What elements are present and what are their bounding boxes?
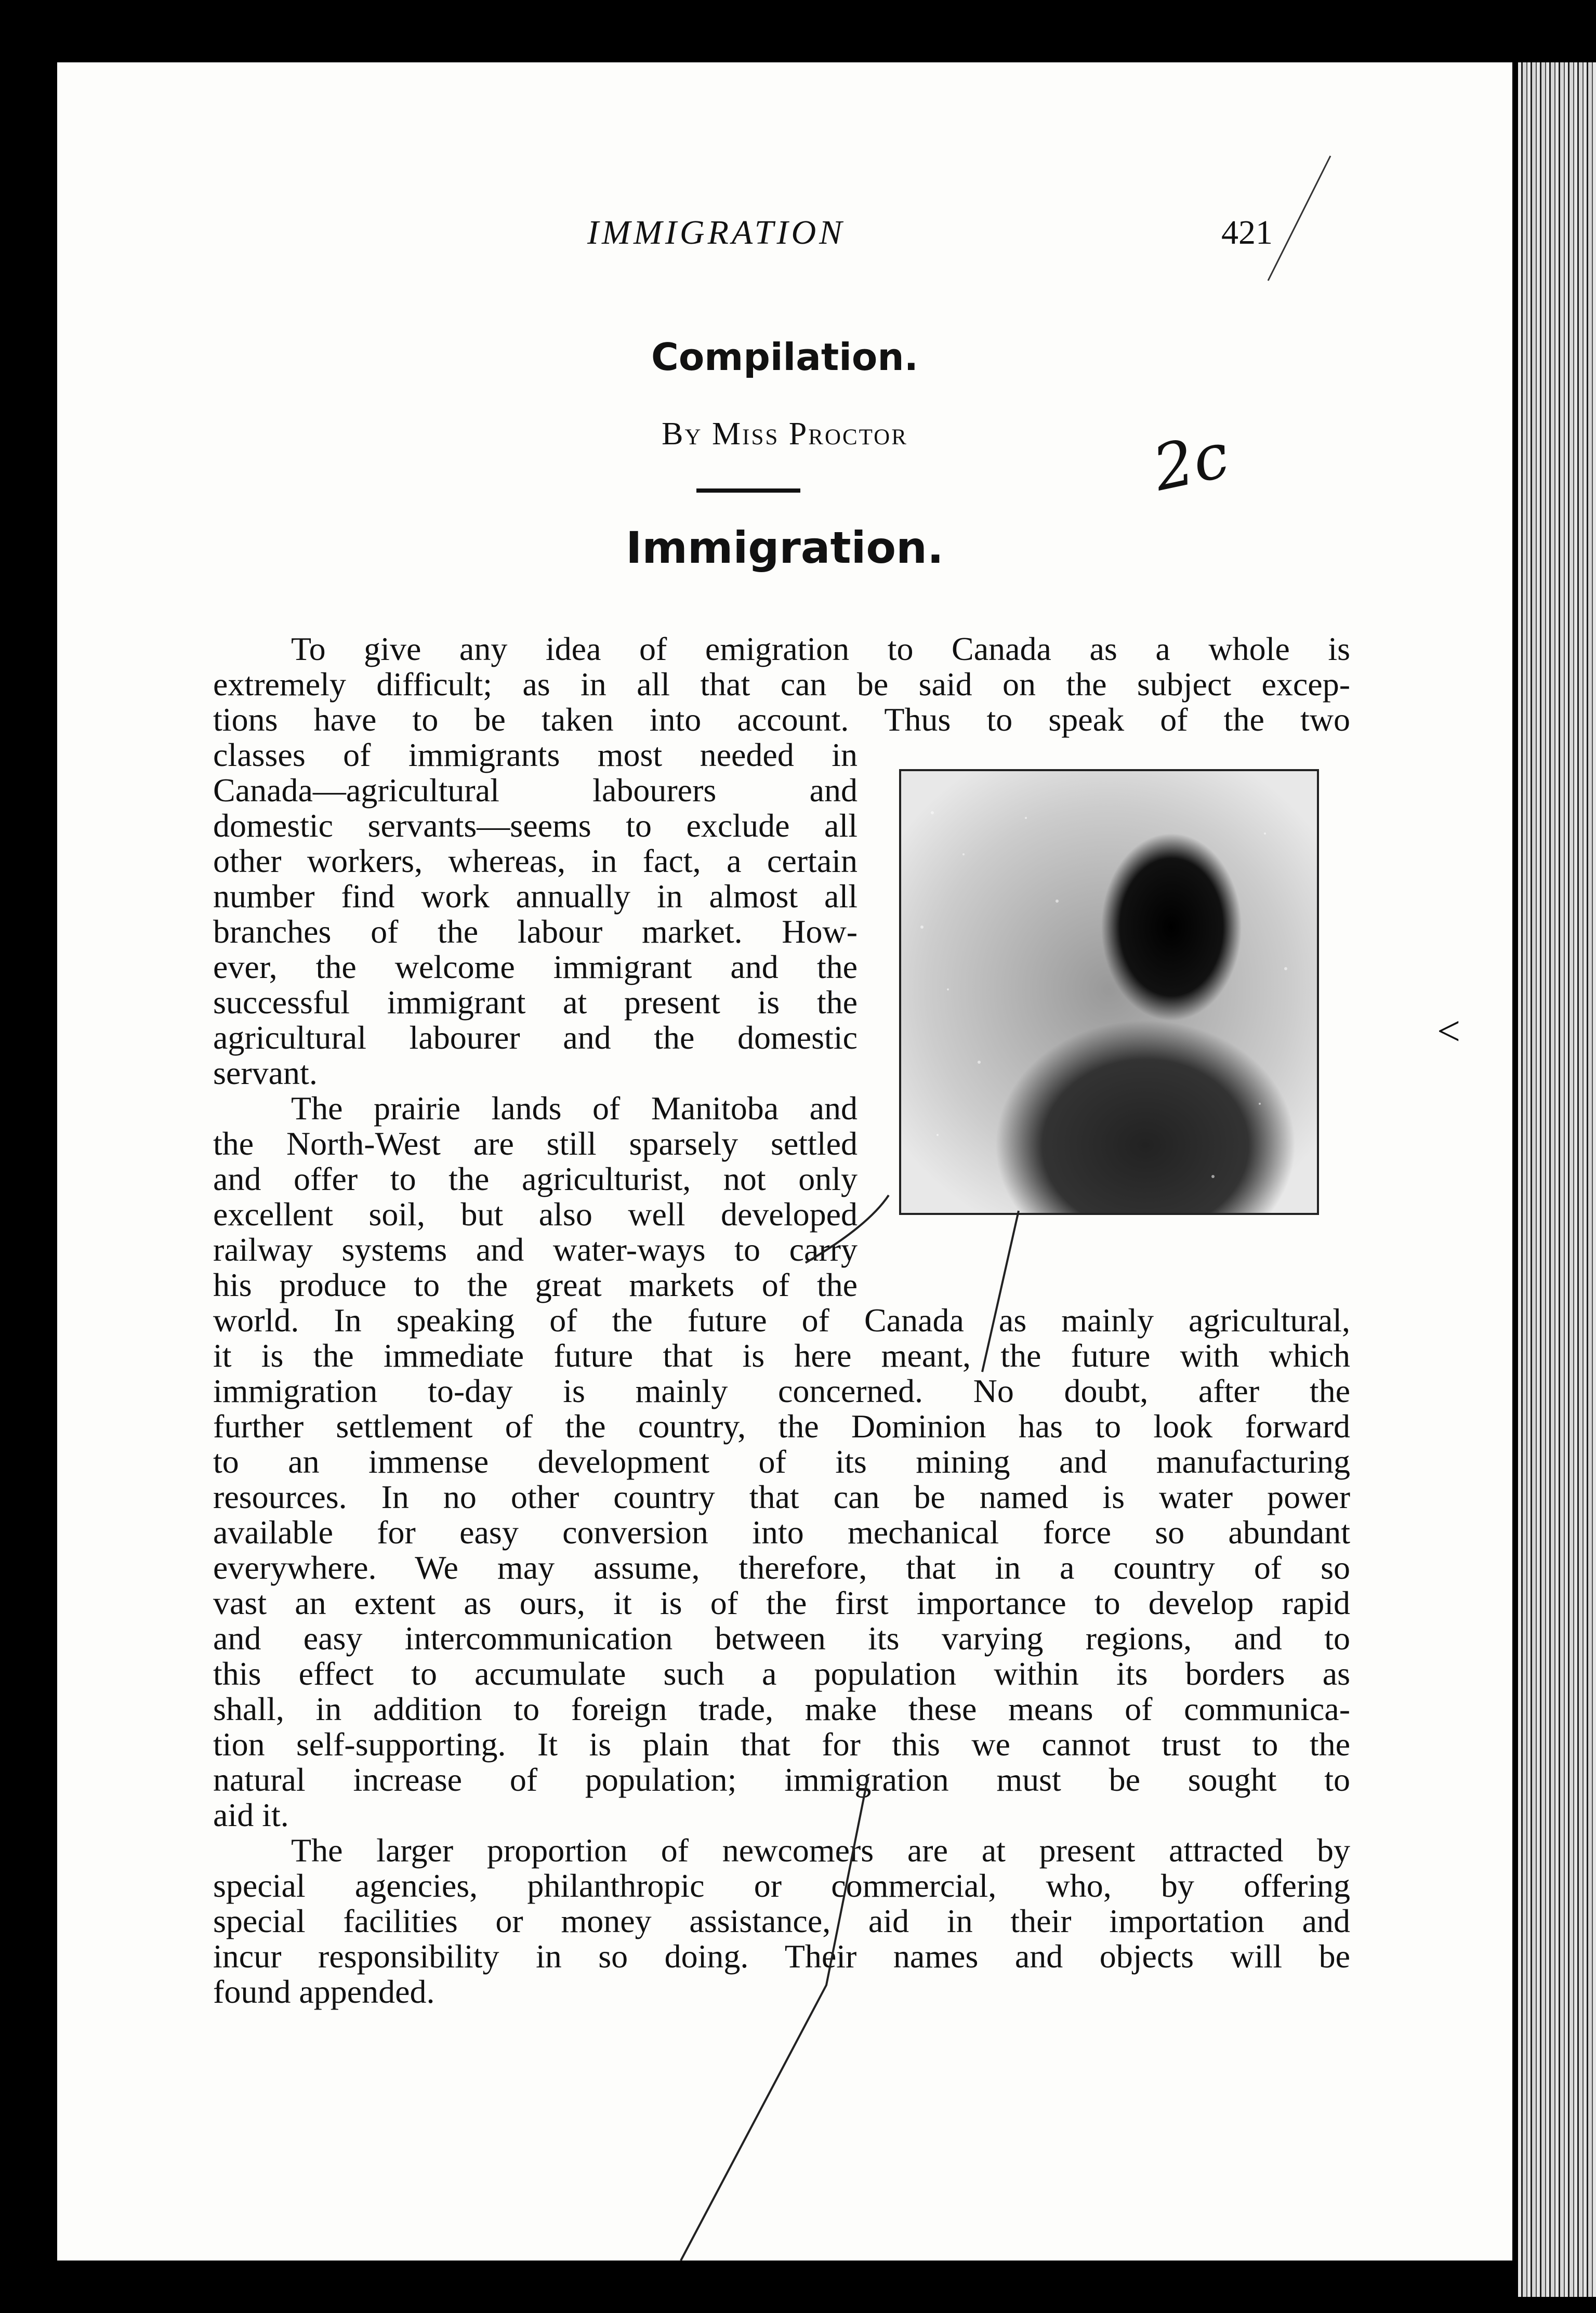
page-number: 421 <box>1221 214 1273 252</box>
text-line: world. In speaking of the future of Canada as mainly agricultural, <box>213 1302 1350 1339</box>
text-line: everywhere. We may assume, therefore, that in a country of so <box>213 1549 1350 1586</box>
text-line: agricultural labourer and the domestic <box>213 1019 858 1056</box>
handwritten-margin-note: 2c <box>1147 419 1235 506</box>
text-line: tion self-supporting. It is plain that for this we cannot trust to the <box>213 1726 1350 1763</box>
section-title: Immigration. <box>626 522 944 573</box>
pencil-line <box>982 1211 1019 1372</box>
text-line: shall, in addition to foreign trade, make these means of communica- <box>213 1690 1350 1727</box>
text-line: further settlement of the country, the Dominion has to look forward <box>213 1408 1350 1445</box>
pencil-line <box>681 1777 868 2261</box>
text-line: number find work annually in almost all <box>213 878 858 915</box>
text-line: The larger proportion of newcomers are at present attracted by <box>291 1832 1350 1869</box>
text-line: tions have to be taken into account. Thus to speak of the two <box>213 701 1350 738</box>
text-line: vast an extent as ours, it is of the first importance to develop rapid <box>213 1584 1350 1621</box>
text-line: incur responsibility in so doing. Their names and objects will be <box>213 1938 1350 1975</box>
running-head: IMMIGRATION <box>587 214 846 252</box>
adjacent-page-edge <box>1518 62 1596 2297</box>
text-line: To give any idea of emigration to Canada as a whole is <box>291 630 1350 667</box>
text-line: available for easy conversion into mechanical force so abundant <box>213 1514 1350 1551</box>
article-byline: By Miss Proctor <box>662 416 908 452</box>
text-line: other workers, whereas, in fact, a certain <box>213 842 858 879</box>
text-line: excellent soil, but also well developed <box>213 1196 858 1233</box>
text-line: servant. <box>213 1054 318 1091</box>
text-line: and easy intercommunication between its varying regions, and to <box>213 1620 1350 1657</box>
article-title: Compilation. <box>651 335 918 379</box>
text-line: it is the immediate future that is here meant, the future with which <box>213 1337 1350 1374</box>
text-line: branches of the labour market. How- <box>213 913 858 950</box>
pencil-line <box>806 1195 889 1263</box>
text-line: the North-West are still sparsely settled <box>213 1125 858 1162</box>
text-line: ever, the welcome immigrant and the <box>213 948 858 985</box>
text-line: successful immigrant at present is the <box>213 984 858 1021</box>
handwritten-margin-mark: < <box>1437 1009 1461 1054</box>
pencil-marks <box>57 62 1512 2261</box>
text-line: special agencies, philanthropic or commercial, who, by offering <box>213 1867 1350 1904</box>
text-line: his produce to the great markets of the <box>213 1266 858 1303</box>
text-line: to an immense development of its mining and manufacturing <box>213 1443 1350 1480</box>
text-line: Canada—agricultural labourers and <box>213 772 858 809</box>
text-line: and offer to the agriculturist, not only <box>213 1160 858 1197</box>
text-line: extremely difficult; as in all that can be said on the subject excep- <box>213 666 1350 703</box>
pencil-line <box>1268 156 1330 281</box>
text-line: classes of immigrants most needed in <box>213 736 858 773</box>
text-line: The prairie lands of Manitoba and <box>291 1090 858 1127</box>
text-line: immigration to-day is mainly concerned. No doubt, after the <box>213 1372 1350 1409</box>
text-line: domestic servants—seems to exclude all <box>213 807 858 844</box>
text-line: natural increase of population; immigration must be sought to <box>213 1761 1350 1798</box>
text-line: railway systems and water-ways to carry <box>213 1231 858 1268</box>
text-line: special facilities or money assistance, aid in their importation and <box>213 1902 1350 1939</box>
text-line: aid it. <box>213 1796 289 1833</box>
text-line: resources. In no other country that can be named is water power <box>213 1478 1350 1515</box>
text-line: found appended. <box>213 1973 435 2010</box>
text-line: this effect to accumulate such a population within its borders as <box>213 1655 1350 1692</box>
book-page <box>57 62 1512 2261</box>
